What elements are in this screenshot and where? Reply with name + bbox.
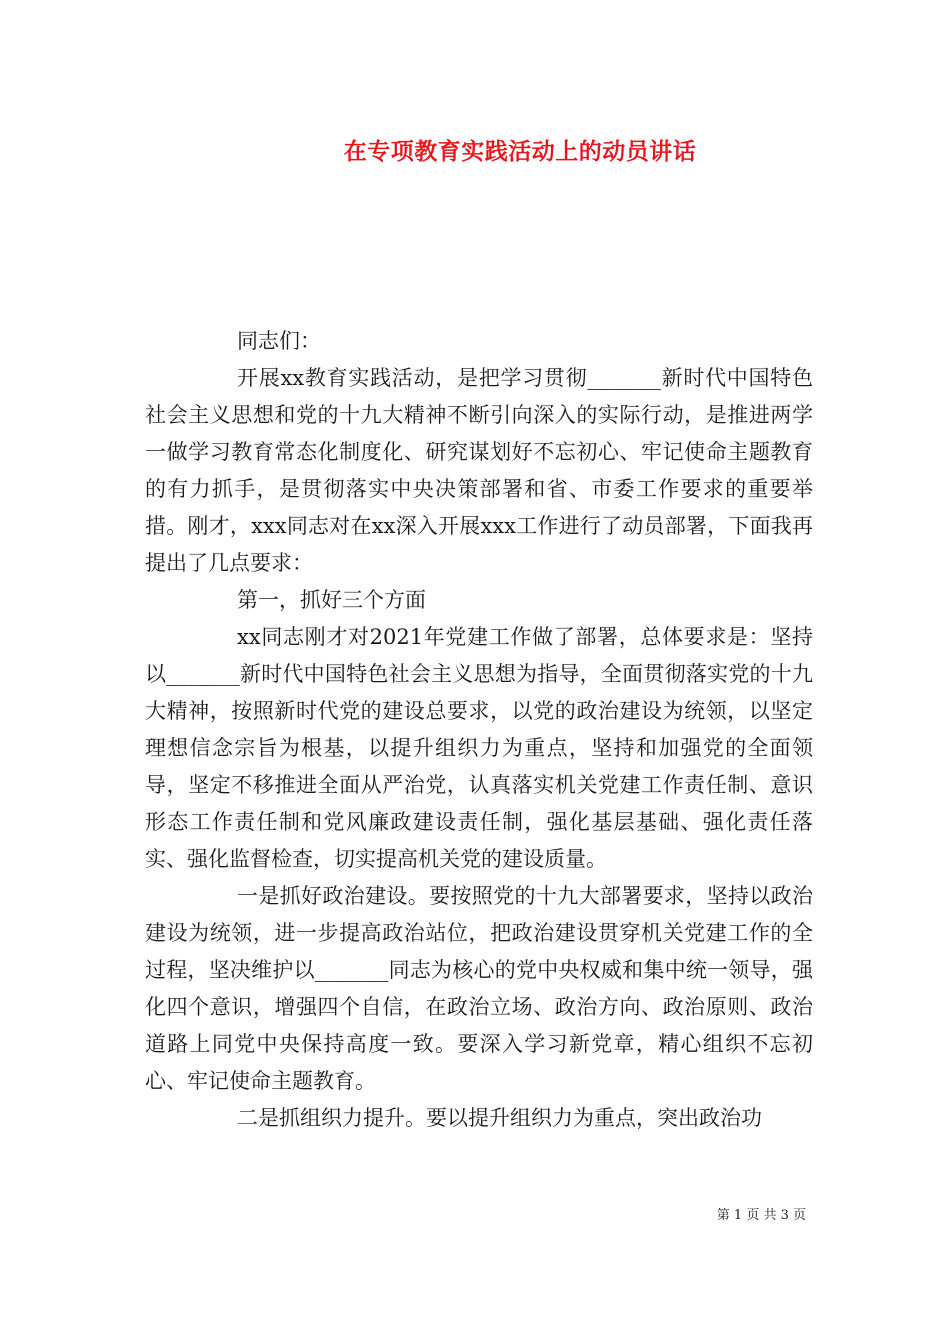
- document-body: [145, 323, 813, 1137]
- greeting: 同志们：: [237, 329, 321, 353]
- paragraph: 一是抓好政治建设。要按照党的十九大部署要求，坚持以政治建设为统领，进一步提高政治站位，把政治建设贯穿机关党建工作的全过程，坚决维护以_______同志为核心的党中央权威和集中统一领导，强化四个意识，增强四个自信，在政治立场、政治方向、政治原则、政治道路上同党中央保持高度一致。要深入学习新党章，精心组织不忘初心、牢记使命主题教育。: [145, 884, 813, 1093]
- paragraph: 二是抓组织力提升。要以提升组织力为重点，突出政治功: [237, 1106, 762, 1130]
- paragraph: xx同志刚才对2021年党建工作做了部署，总体要求是：坚持以_______新时代中国特色社会主义思想为指导，全面贯彻落实党的十九大精神，按照新时代党的建设总要求，以党的政治建设为统领，以坚定理想信念宗旨为根基，以提升组织力为重点，坚持和加强党的全面领导，坚定不移推进全面从严治党，认真落实机关党建工作责任制、意识形态工作责任制和党风廉政建设责任制，强化基层基础、强化责任落实、强化监督检查，切实提高机关党的建设质量。: [145, 625, 813, 871]
- paragraph: 开展xx教育实践活动，是把学习贯彻_______新时代中国特色社会主义思想和党的十九大精神不断引向深入的实际行动，是推进两学一做学习教育常态化制度化、研究谋划好不忘初心、牢记使命主题教育的有力抓手，是贯彻落实中央决策部署和省、市委工作要求的重要举措。刚才，xxx同志对在xx深入开展xxx工作进行了动员部署，下面我再提出了几点要求：: [145, 366, 813, 575]
- section-heading: 第一，抓好三个方面: [237, 588, 426, 612]
- document-title: 在专项教育实践活动上的动员讲话: [343, 138, 697, 165]
- page-number: 第 1 页 共 3 页: [716, 1208, 806, 1223]
